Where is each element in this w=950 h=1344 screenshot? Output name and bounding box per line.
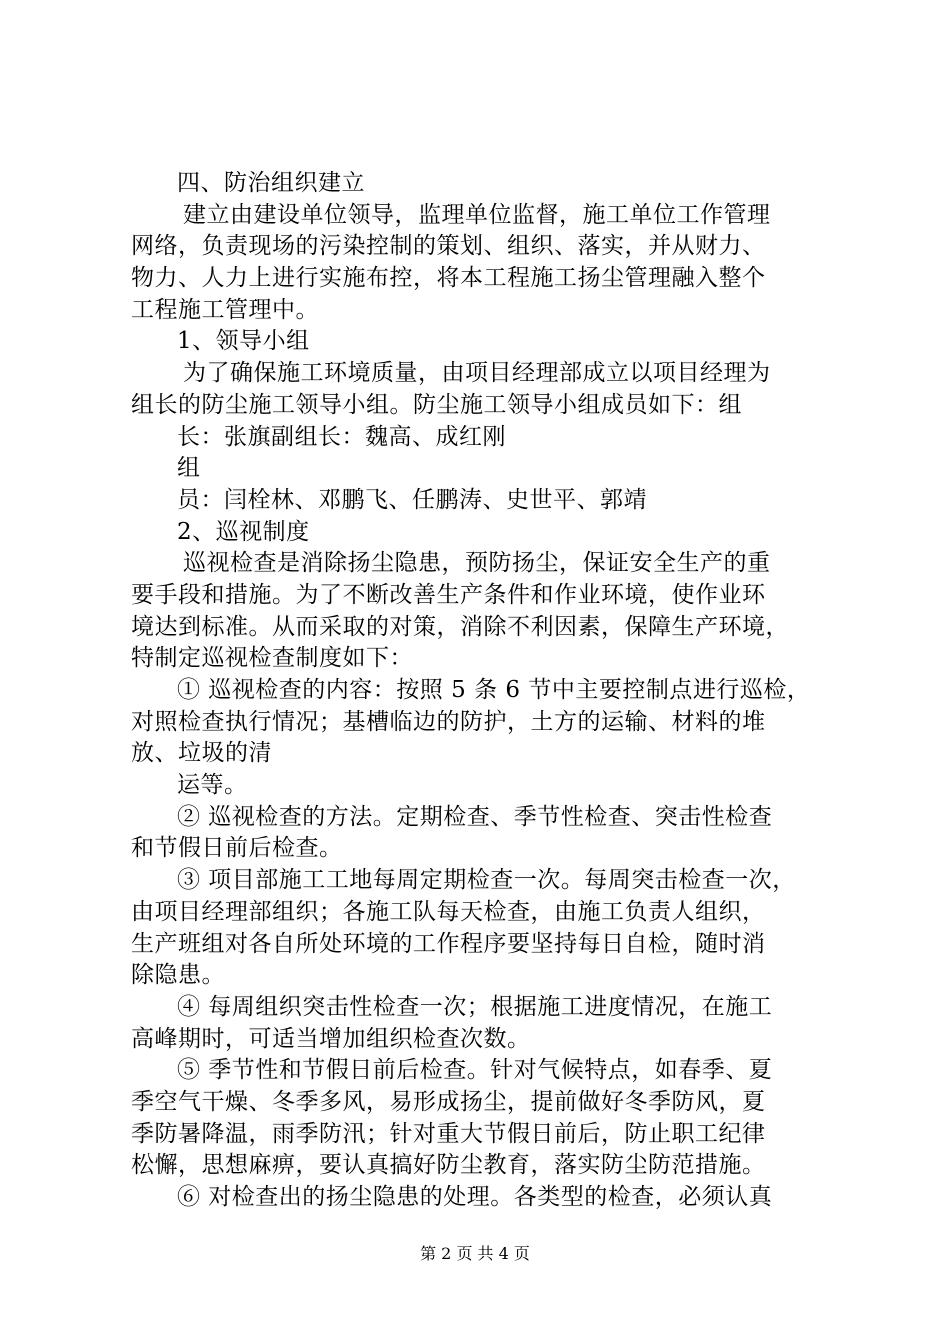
text-line: 放、垃圾的清 (131, 740, 272, 767)
text-line: 巡视检查是消除扬尘隐患，预防扬尘，保证安全生产的重 (183, 550, 771, 577)
text-line: 生产班组对各自所处环境的工作程序要坚持每日自检，随时消 (131, 930, 766, 957)
text-line: 季空气干燥、冬季多风，易形成扬尘，提前做好冬季防风，夏 (131, 1088, 766, 1115)
text-line: 松懈，思想麻痹，要认真搞好防尘教育，落实防尘防范措施。 (131, 1152, 766, 1179)
text-line: ⑥ 对检查出的扬尘隐患的处理。各类型的检查，必须认真 (177, 1184, 773, 1210)
text-line: 运等。 (177, 772, 248, 799)
text-line: 对照检查执行情况；基槽临边的防护，土方的运输、材料的堆 (131, 708, 766, 735)
text-line: 建立由建设单位领导，监理单位监督，施工单位工作管理 (183, 201, 771, 228)
text-line: 组长的防尘施工领导小组。防尘施工领导小组成员如下：组 (131, 391, 742, 418)
page-footer: 第 2 页 共 4 页 (420, 1244, 530, 1263)
text-line: ③ 项目部施工工地每周定期检查一次。每周突击检查一次， (177, 867, 796, 894)
text-line: 特制定巡视检查制度如下： (131, 645, 413, 672)
text-line: 工程施工管理中。 (131, 296, 319, 323)
text-line: 为了确保施工环境质量，由项目经理部成立以项目经理为 (183, 360, 771, 387)
document-body (131, 168, 841, 1214)
text-line: 由项目经理部组织；各施工队每天检查，由施工负责人组织， (131, 898, 766, 925)
text-line: ① 巡视检查的内容：按照 5 条 6 节中主要控制点进行巡检， (177, 677, 811, 703)
text-line: 要手段和措施。为了不断改善生产条件和作业环境，使作业环 (131, 581, 766, 608)
text-line: 网络，负责现场的污染控制的策划、组织、落实，并从财力、 (131, 233, 766, 260)
text-line: 组 (177, 455, 201, 482)
text-line: 季防暑降温，雨季防汛；针对重大节假日前后，防止职工纪律 (131, 1120, 766, 1147)
text-line: ⑤ 季节性和节假日前后检查。针对气候特点，如春季、夏 (177, 1057, 773, 1084)
text-line: 四、防治组织建立 (177, 170, 365, 196)
text-line: ④ 每周组织突击性检查一次；根据施工进度情况，在施工 (177, 993, 773, 1020)
text-line: 高峰期时，可适当增加组织检查次数。 (131, 1025, 531, 1052)
text-line: 除隐患。 (131, 962, 225, 989)
text-line: ② 巡视检查的方法。定期检查、季节性检查、突击性检查 (177, 803, 773, 830)
text-line: 长：张旗副组长：魏高、成红刚 (177, 423, 506, 450)
text-line: 2、巡视制度 (177, 518, 310, 545)
text-line: 1、领导小组 (177, 328, 310, 355)
text-line: 和节假日前后检查。 (131, 835, 343, 862)
text-line: 物力、人力上进行实施布控，将本工程施工扬尘管理融入整个 (131, 265, 766, 292)
text-line: 员：闫栓林、邓鹏飞、任鹏涛、史世平、郭靖 (177, 486, 647, 513)
text-line: 境达到标准。从而采取的对策，消除不利因素，保障生产环境， (131, 613, 789, 640)
